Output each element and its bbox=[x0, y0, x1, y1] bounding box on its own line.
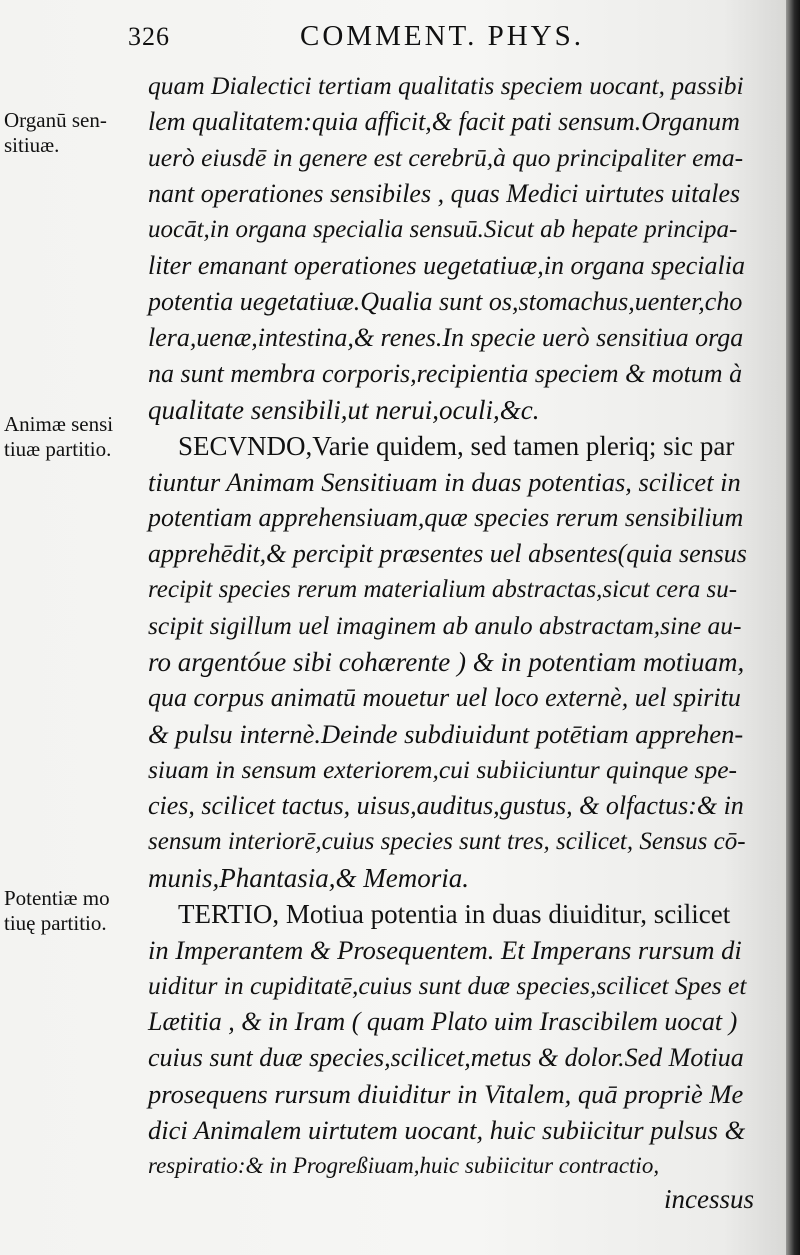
page-header bbox=[0, 18, 786, 58]
margin-note-potentiae: Potentiæ mo tiuę partitio. bbox=[4, 886, 110, 935]
page-number: 326 bbox=[128, 22, 170, 51]
text-line: tiuntur Animam Sensitiuam in duas potentias, scilicet in bbox=[148, 467, 741, 497]
text-line: in Imperantem & Prosequentem. Et Imperans rursum di bbox=[148, 935, 742, 965]
text-line: sensum interiorē,cuius species sunt tres, scilicet, Sensus cō- bbox=[148, 828, 746, 855]
text-line: respiratio:& in Progreßiuam,huic subiicitur contractio, bbox=[148, 1153, 660, 1178]
text-line: ro argentóue sibi cohærente ) & in potentiam motiuam, bbox=[148, 647, 745, 677]
running-title: COMMENT. PHYS. bbox=[300, 20, 584, 52]
text-line: cuius sunt duæ species,scilicet,metus & dolor.Sed Motiua bbox=[148, 1043, 744, 1072]
text-line: cies, scilicet tactus, uisus,auditus,gustus, & olfactus:& in bbox=[148, 791, 744, 820]
text-line: potentia uegetatiuæ.Qualia sunt os,stomachus,uenter,cho bbox=[148, 287, 743, 316]
text-line: & pulsu internè.Deinde subdiuidunt potētiam apprehen- bbox=[148, 719, 744, 749]
text-line: dici Animalem uirtutem uocant, huic subiicitur pulsus & bbox=[148, 1115, 746, 1145]
text-line: uiditur in cupiditatē,cuius sunt duæ species,scilicet Spes et bbox=[148, 971, 747, 1000]
text-line: quam Dialectici tertiam qualitatis speciem uocant, passibi bbox=[148, 71, 744, 100]
text-line: Lætitia , & in Iram ( quam Plato uim Irascibilem uocat ) bbox=[148, 1007, 738, 1036]
margin-note-animae: Animæ sensi tiuæ partitio. bbox=[4, 412, 114, 461]
text-line: na sunt membra corporis,recipientia speciem & motum à bbox=[148, 359, 743, 388]
text-line: prosequens rursum diuiditur in Vitalem, quā propriè Me bbox=[148, 1079, 744, 1109]
text-line: liter emanant operationes uegetatiuæ,in organa specialia bbox=[148, 251, 745, 280]
text-line-section-start: SECVNDO,Varie quidem, sed tamen pleriq; sic par bbox=[178, 431, 735, 461]
text-line: siuam in sensum exteriorem,cui subiiciuntur quinque spe- bbox=[148, 755, 738, 784]
text-line: qualitate sensibili,ut nerui,oculi,&c. bbox=[148, 395, 540, 425]
margin-note-organum: Organū sen- sitiuæ. bbox=[4, 108, 107, 157]
catchword: incessus bbox=[664, 1184, 754, 1214]
text-line: uerò eiusdē in genere est cerebrū,à quo principaliter ema- bbox=[148, 143, 744, 172]
text-line: uocāt,in organa specialia sensuū.Sicut ab hepate principa- bbox=[148, 216, 738, 243]
text-line: potentiam apprehensiuam,quæ species rerum sensibilium bbox=[148, 503, 744, 532]
text-line: scipit sigillum uel imaginem ab anulo abstractam,sine au- bbox=[148, 611, 742, 640]
text-line: recipit species rerum materialium abstractas,sicut cera su- bbox=[148, 576, 738, 603]
book-gutter bbox=[786, 0, 800, 1255]
text-line: lera,uenæ,intestina,& renes.In specie uerò sensitiua orga bbox=[148, 323, 744, 352]
text-line: munis,Phantasia,& Memoria. bbox=[148, 863, 469, 893]
text-line: lem qualitatem:quia afficit,& facit pati sensum.Organum bbox=[148, 107, 740, 136]
text-line: qua corpus animatū mouetur uel loco externè, uel spiritu bbox=[148, 683, 741, 712]
text-line: apprehēdit,& percipit præsentes uel absentes(quia sensus bbox=[148, 539, 747, 568]
text-line: nant operationes sensibiles , quas Medici uirtutes uitales bbox=[148, 179, 741, 208]
text-line-section-start: TERTIO, Motiua potentia in duas diuiditur, scilicet bbox=[178, 899, 731, 929]
